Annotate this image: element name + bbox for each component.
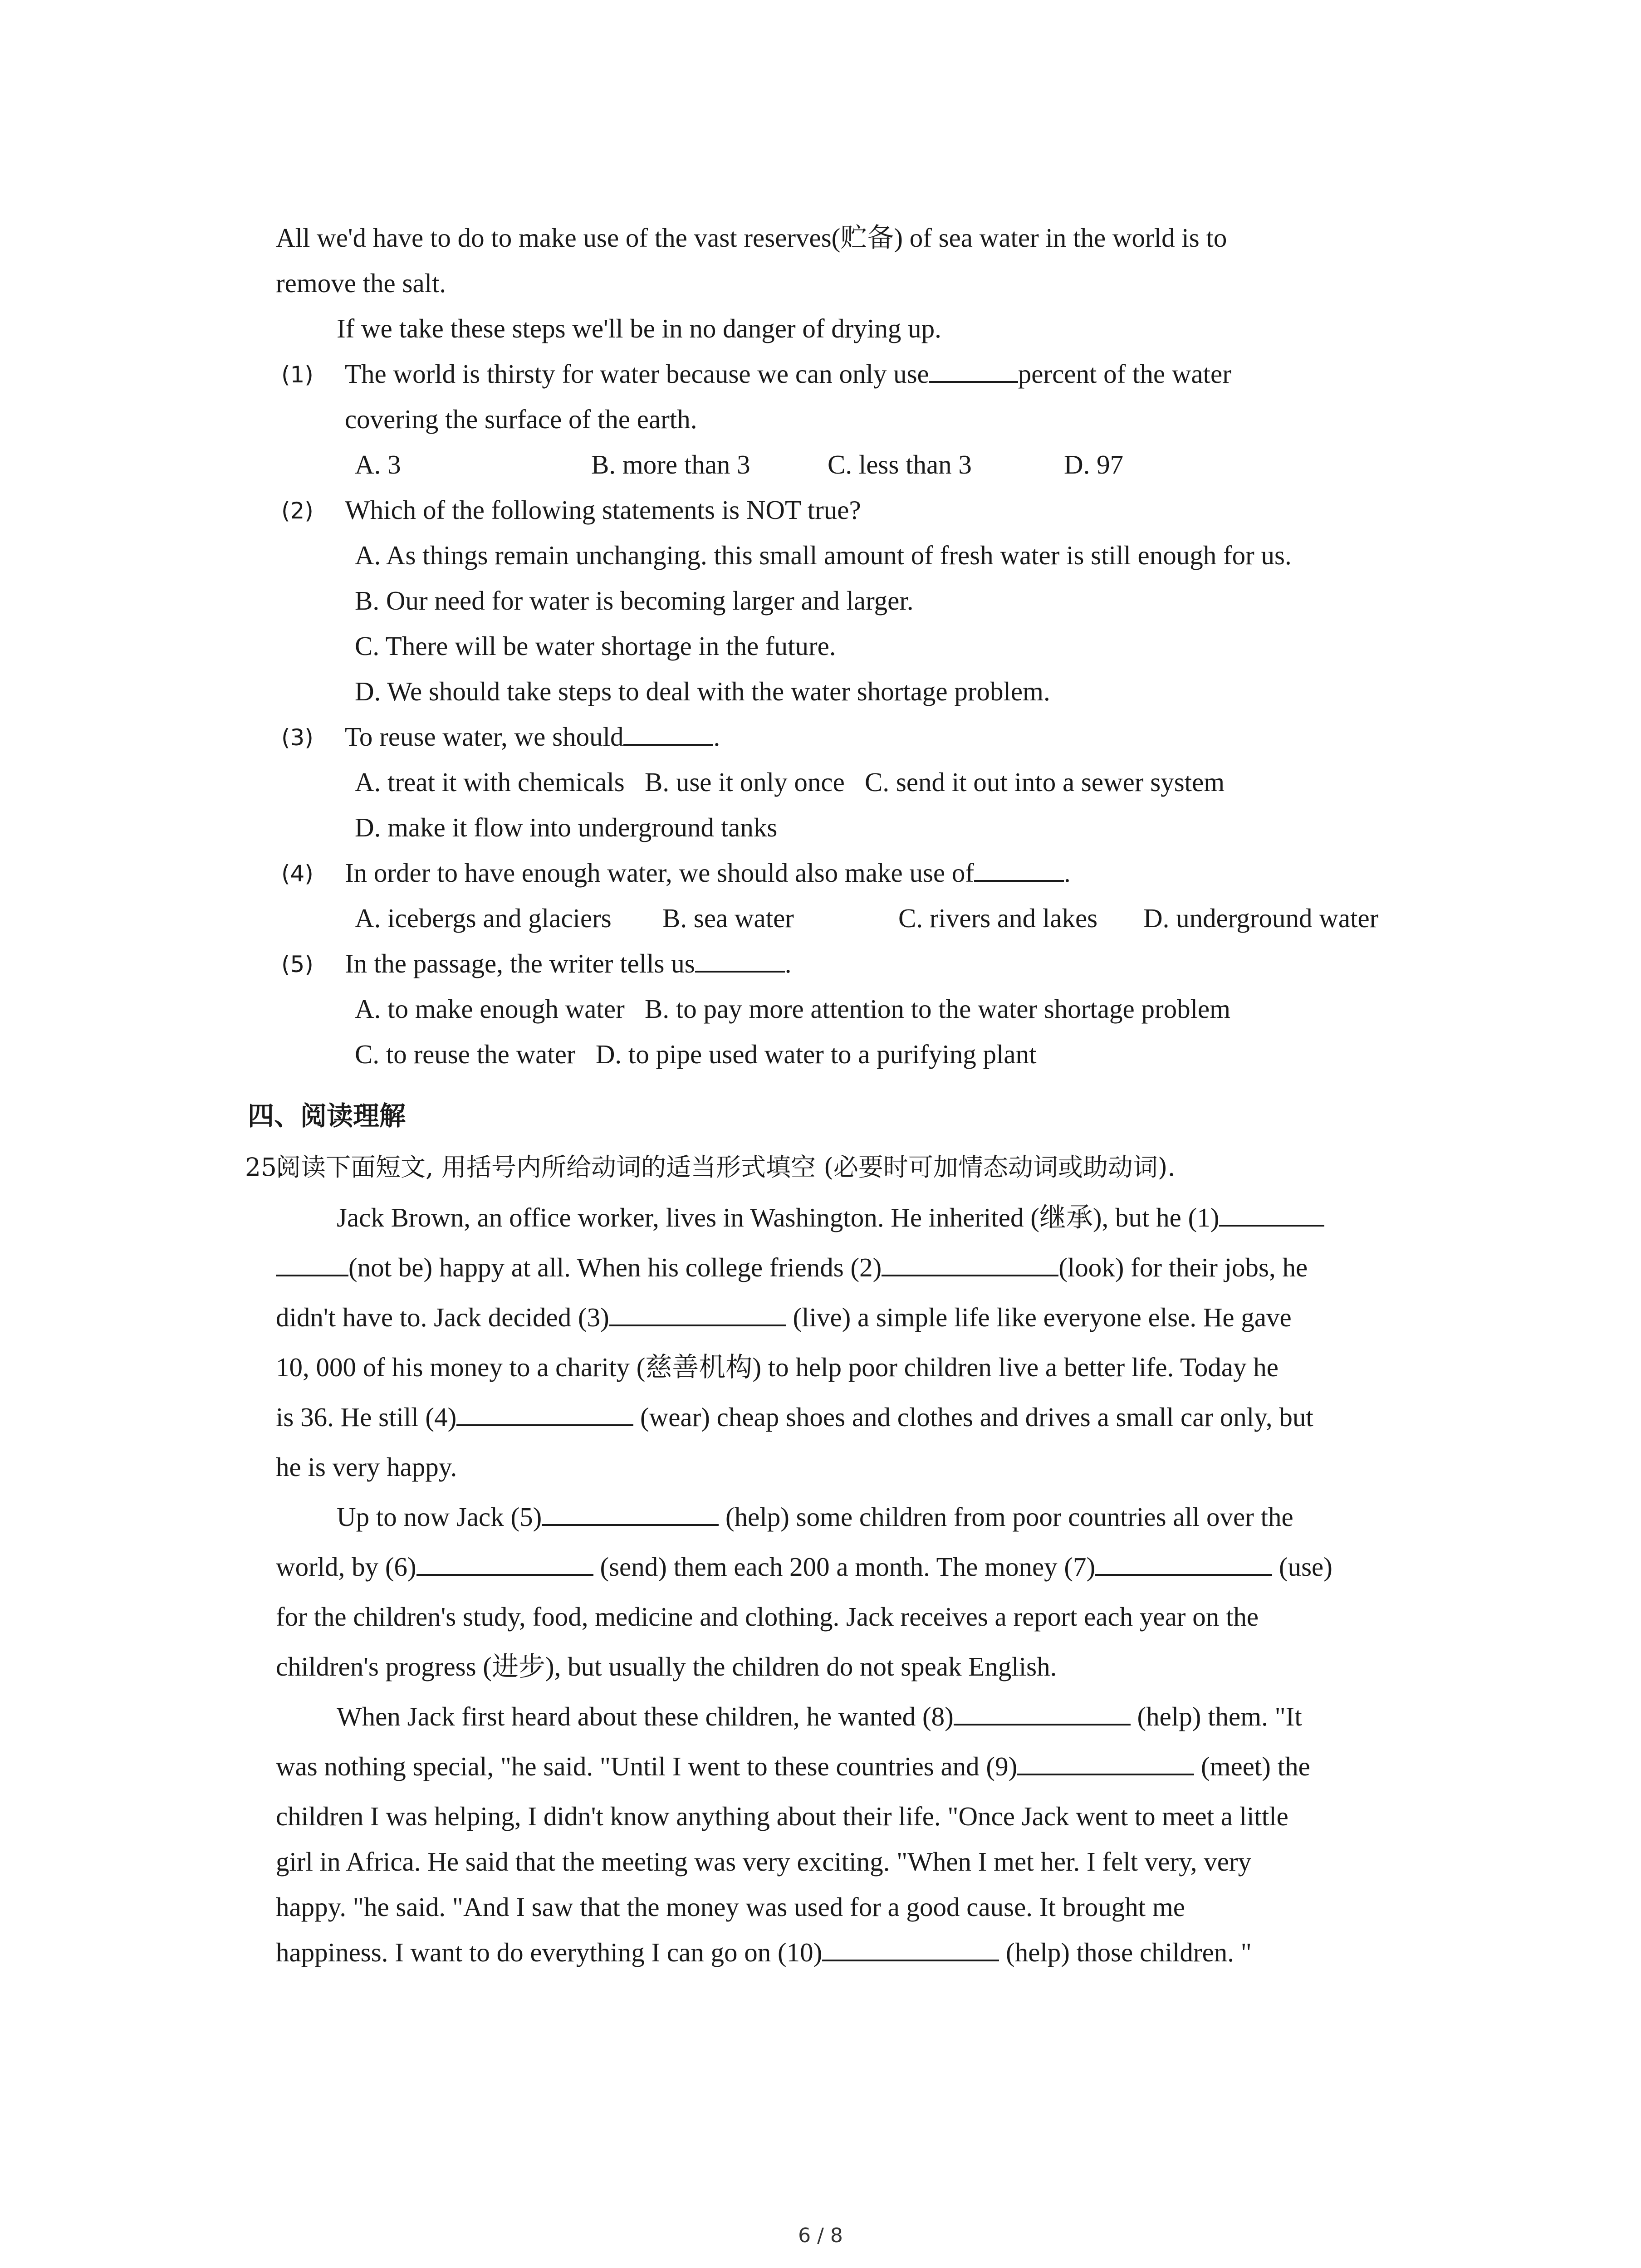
answer-blank[interactable] [623,720,713,746]
passage-line: for the children's study, food, medicine and clothing. Jack receives a report each year on the [276,1602,1259,1632]
question-number: (5) [281,951,314,978]
option-d[interactable]: D. We should take steps to deal with the water shortage problem. [355,676,1050,706]
option-b[interactable]: B. Our need for water is becoming larger and larger. [355,586,914,616]
answer-blank-3[interactable] [609,1301,786,1326]
option-a[interactable]: A. As things remain unchanging. this small amount of fresh water is still enough for us. [355,540,1292,570]
answer-blank[interactable] [929,357,1018,383]
passage-line: is 36. He still (4) (wear) cheap shoes and clothes and drives a small car only, but [276,1401,1313,1433]
option-d[interactable]: D. 97 [1064,450,1124,479]
answer-blank-4[interactable] [456,1401,633,1426]
question-number: (3) [281,724,314,751]
passage-line: girl in Africa. He said that the meeting was very exciting. "When I met her. I felt very, very [276,1847,1252,1877]
option-row[interactable]: C. to reuse the water D. to pipe used water to a purifying plant [355,1039,1037,1069]
answer-blank-7[interactable] [1095,1550,1272,1576]
passage-line: happiness. I want to do everything I can go on (10) (help) those children. " [276,1936,1252,1969]
answer-blank-1b[interactable] [276,1251,348,1276]
passage-line: Jack Brown, an office worker, lives in Washington. He inherited (继承), but he (1) [337,1201,1324,1234]
question-stem: To reuse water, we should . [345,720,720,753]
option-row[interactable]: A. to make enough water B. to pay more attention to the water shortage problem [355,994,1231,1024]
option-a[interactable]: A. icebergs and glaciers [355,903,612,933]
answer-blank-10[interactable] [822,1936,999,1961]
passage-line: children's progress (进步), but usually the children do not speak English. [276,1652,1057,1681]
option-a[interactable]: A. 3 [355,450,401,479]
question-stem: Which of the following statements is NOT true? [345,495,861,525]
question-stem: covering the surface of the earth. [345,404,697,434]
passage-line: didn't have to. Jack decided (3) (live) a simple life like everyone else. He gave [276,1301,1292,1334]
question-number: (1) [281,362,314,388]
option-b[interactable]: B. more than 3 [591,450,750,479]
option-c[interactable]: C. rivers and lakes [898,903,1098,933]
answer-blank-9[interactable] [1017,1750,1194,1775]
passage-line: children I was helping, I didn't know anything about their life. "Once Jack went to meet a little [276,1801,1288,1831]
option-row[interactable]: A. treat it with chemicals B. use it only once C. send it out into a sewer system [355,767,1225,797]
option-c[interactable]: C. There will be water shortage in the future. [355,631,836,661]
answer-blank-2[interactable] [882,1251,1058,1276]
question-number: 25. [245,1153,285,1182]
question-stem: The world is thirsty for water because we can only use percent of the water [345,357,1231,390]
answer-blank-1a[interactable] [1219,1201,1324,1227]
question-instruction: 阅读下面短文, 用括号内所给动词的适当形式填空 (必要时可加情态动词或助动词). [276,1153,1176,1182]
passage-line: (not be) happy at all. When his college friends (2) (look) for their jobs, he [276,1251,1308,1284]
option-d[interactable]: D. underground water [1143,903,1379,933]
passage-line: 10, 000 of his money to a charity (慈善机构) to help poor children live a better life. Today he [276,1352,1279,1382]
answer-blank[interactable] [695,947,785,973]
question-number: (2) [281,498,314,524]
answer-blank-8[interactable] [954,1700,1131,1725]
question-stem: In order to have enough water, we should also make use of . [345,856,1071,889]
option-d[interactable]: D. make it flow into underground tanks [355,812,778,842]
answer-blank-5[interactable] [542,1501,719,1526]
passage-line: When Jack first heard about these children, he wanted (8) (help) them. "It [337,1700,1302,1733]
question-stem: In the passage, the writer tells us . [345,947,791,980]
section-heading: 四、阅读理解 [248,1100,406,1131]
page-number: 6 / 8 [798,2224,843,2247]
option-b[interactable]: B. sea water [662,903,794,933]
passage-line: was nothing special, "he said. "Until I went to these countries and (9) (meet) the [276,1750,1310,1783]
answer-blank[interactable] [974,856,1064,882]
passage-line: he is very happy. [276,1452,457,1482]
passage-line: All we'd have to do to make use of the vast reserves(贮备) of sea water in the world is to [276,223,1227,253]
passage-line: Up to now Jack (5) (help) some children from poor countries all over the [337,1501,1293,1533]
answer-blank-6[interactable] [416,1550,593,1576]
passage-line: world, by (6) (send) them each 200 a month. The money (7) (use) [276,1550,1332,1583]
passage-line: remove the salt. [276,268,446,298]
option-c[interactable]: C. less than 3 [828,450,972,479]
passage-line: If we take these steps we'll be in no danger of drying up. [337,313,941,343]
question-number: (4) [281,860,314,887]
passage-line: happy. "he said. "And I saw that the money was used for a good cause. It brought me [276,1892,1185,1922]
